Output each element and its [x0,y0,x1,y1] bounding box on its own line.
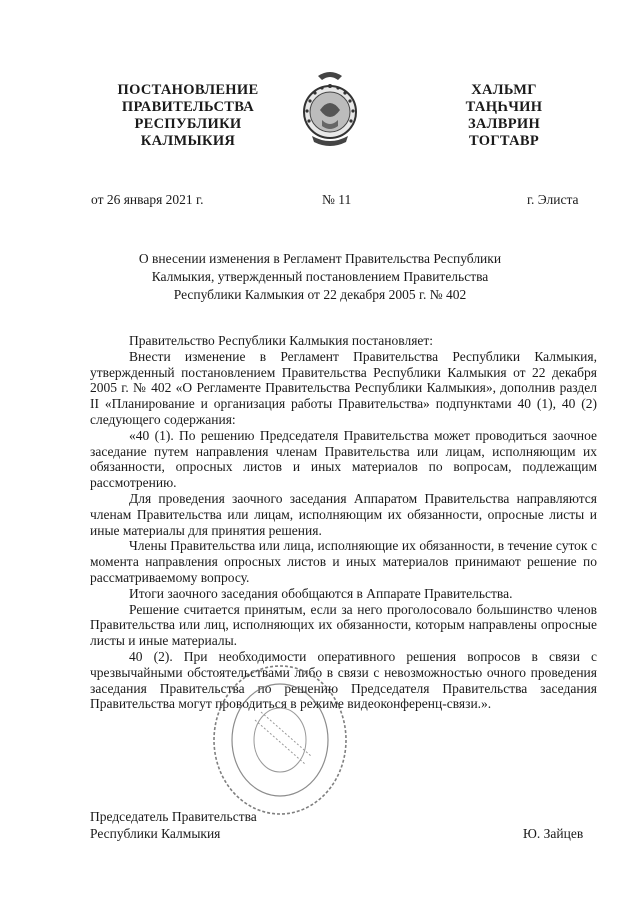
issuer-line: КАЛМЫКИЯ [140,133,236,149]
issuer-title-russian [98,82,278,150]
body-paragraph: Для проведения заочного заседания Аппаратом Правительства направляются членам Правительства или лицам, исполняющим их обязанности, опросные листы и иные материалы для принятия решения. [90,490,597,538]
coat-of-arms-icon [298,68,362,150]
issuer-line: РЕСПУБЛИКИ [134,116,242,132]
body-paragraph: Члены Правительства или лица, исполняющие их обязанности, в течение суток с момента направления опросных листов и иных материалов принимают решение по рассматриваемому вопросу. [90,538,597,585]
signatory-position [90,808,257,842]
issuer-line: ЗАЛВРИН [467,116,541,132]
issuer-line: ПРАВИТЕЛЬСТВА [121,99,255,115]
body-paragraph: Внести изменение в Регламент Правительства Республики Калмыкия, утвержденный постановлением Правительства Республики Калмыкия от 22 декабря 2005 г. № 402 «О Регламенте Правительства Республики Калмыкия», дополнив раздел II «Планирование и организация работы Правительства» подпунктами 40 (1), 40 (2) следующего содержания: [90,348,597,427]
body-paragraph: Итоги заочного заседания обобщаются в Аппарате Правительства. [129,585,513,601]
signatory-name: Ю. Зайцев [523,826,584,841]
body-paragraph: «40 (1). По решению Председателя Правительства может проводиться заочное заседание путем направления членам Правительства или лицам, исполняющим их обязанности, опросных листов и иных материалов по вопросам, подлежащим рассмотрению. [90,427,597,491]
issuer-line: ПОСТАНОВЛЕНИЕ [117,82,259,98]
signatory-position-line: Республики Калмыкия [90,826,221,841]
issuer-line: ХАЛЬМГ [471,82,537,98]
issuer-line: ТАҢҺЧИН [465,99,543,115]
document-number: № 11 [322,192,352,207]
body-paragraph: Решение считается принятым, если за него проголосовало большинство членов Правительства или лиц, исполняющих их обязанности, которым направлены опросные листы и иные материалы. [90,601,597,649]
document-title [100,250,540,304]
title-line: Калмыкия, утвержденный постановлением Правительства [151,269,489,284]
official-seal-icon [205,660,355,820]
title-line: О внесении изменения в Регламент Правительства Республики [138,251,502,266]
title-line: Республики Калмыкия от 22 декабря 2005 г. № 402 [173,287,467,302]
issuer-line: ТОГТАВР [468,133,540,149]
signatory-position-line: Председатель Правительства [90,809,257,824]
body-paragraph: 40 (2). При необходимости оперативного решения вопросов в связи с чрезвычайными обстоятельствами либо в связи с невозможностью очного проведения заседания Правительства по решению Председателя Правительства заседания Правительства могут проводиться в режиме видеоконференц-связи.». [90,648,597,712]
document-date: от 26 января 2021 г. [91,192,204,207]
document-place: г. Элиста [527,192,579,207]
body-paragraph: Правительство Республики Калмыкия постановляет: [129,333,434,348]
document-body [90,333,597,712]
issuer-title-kalmyk [448,82,560,150]
